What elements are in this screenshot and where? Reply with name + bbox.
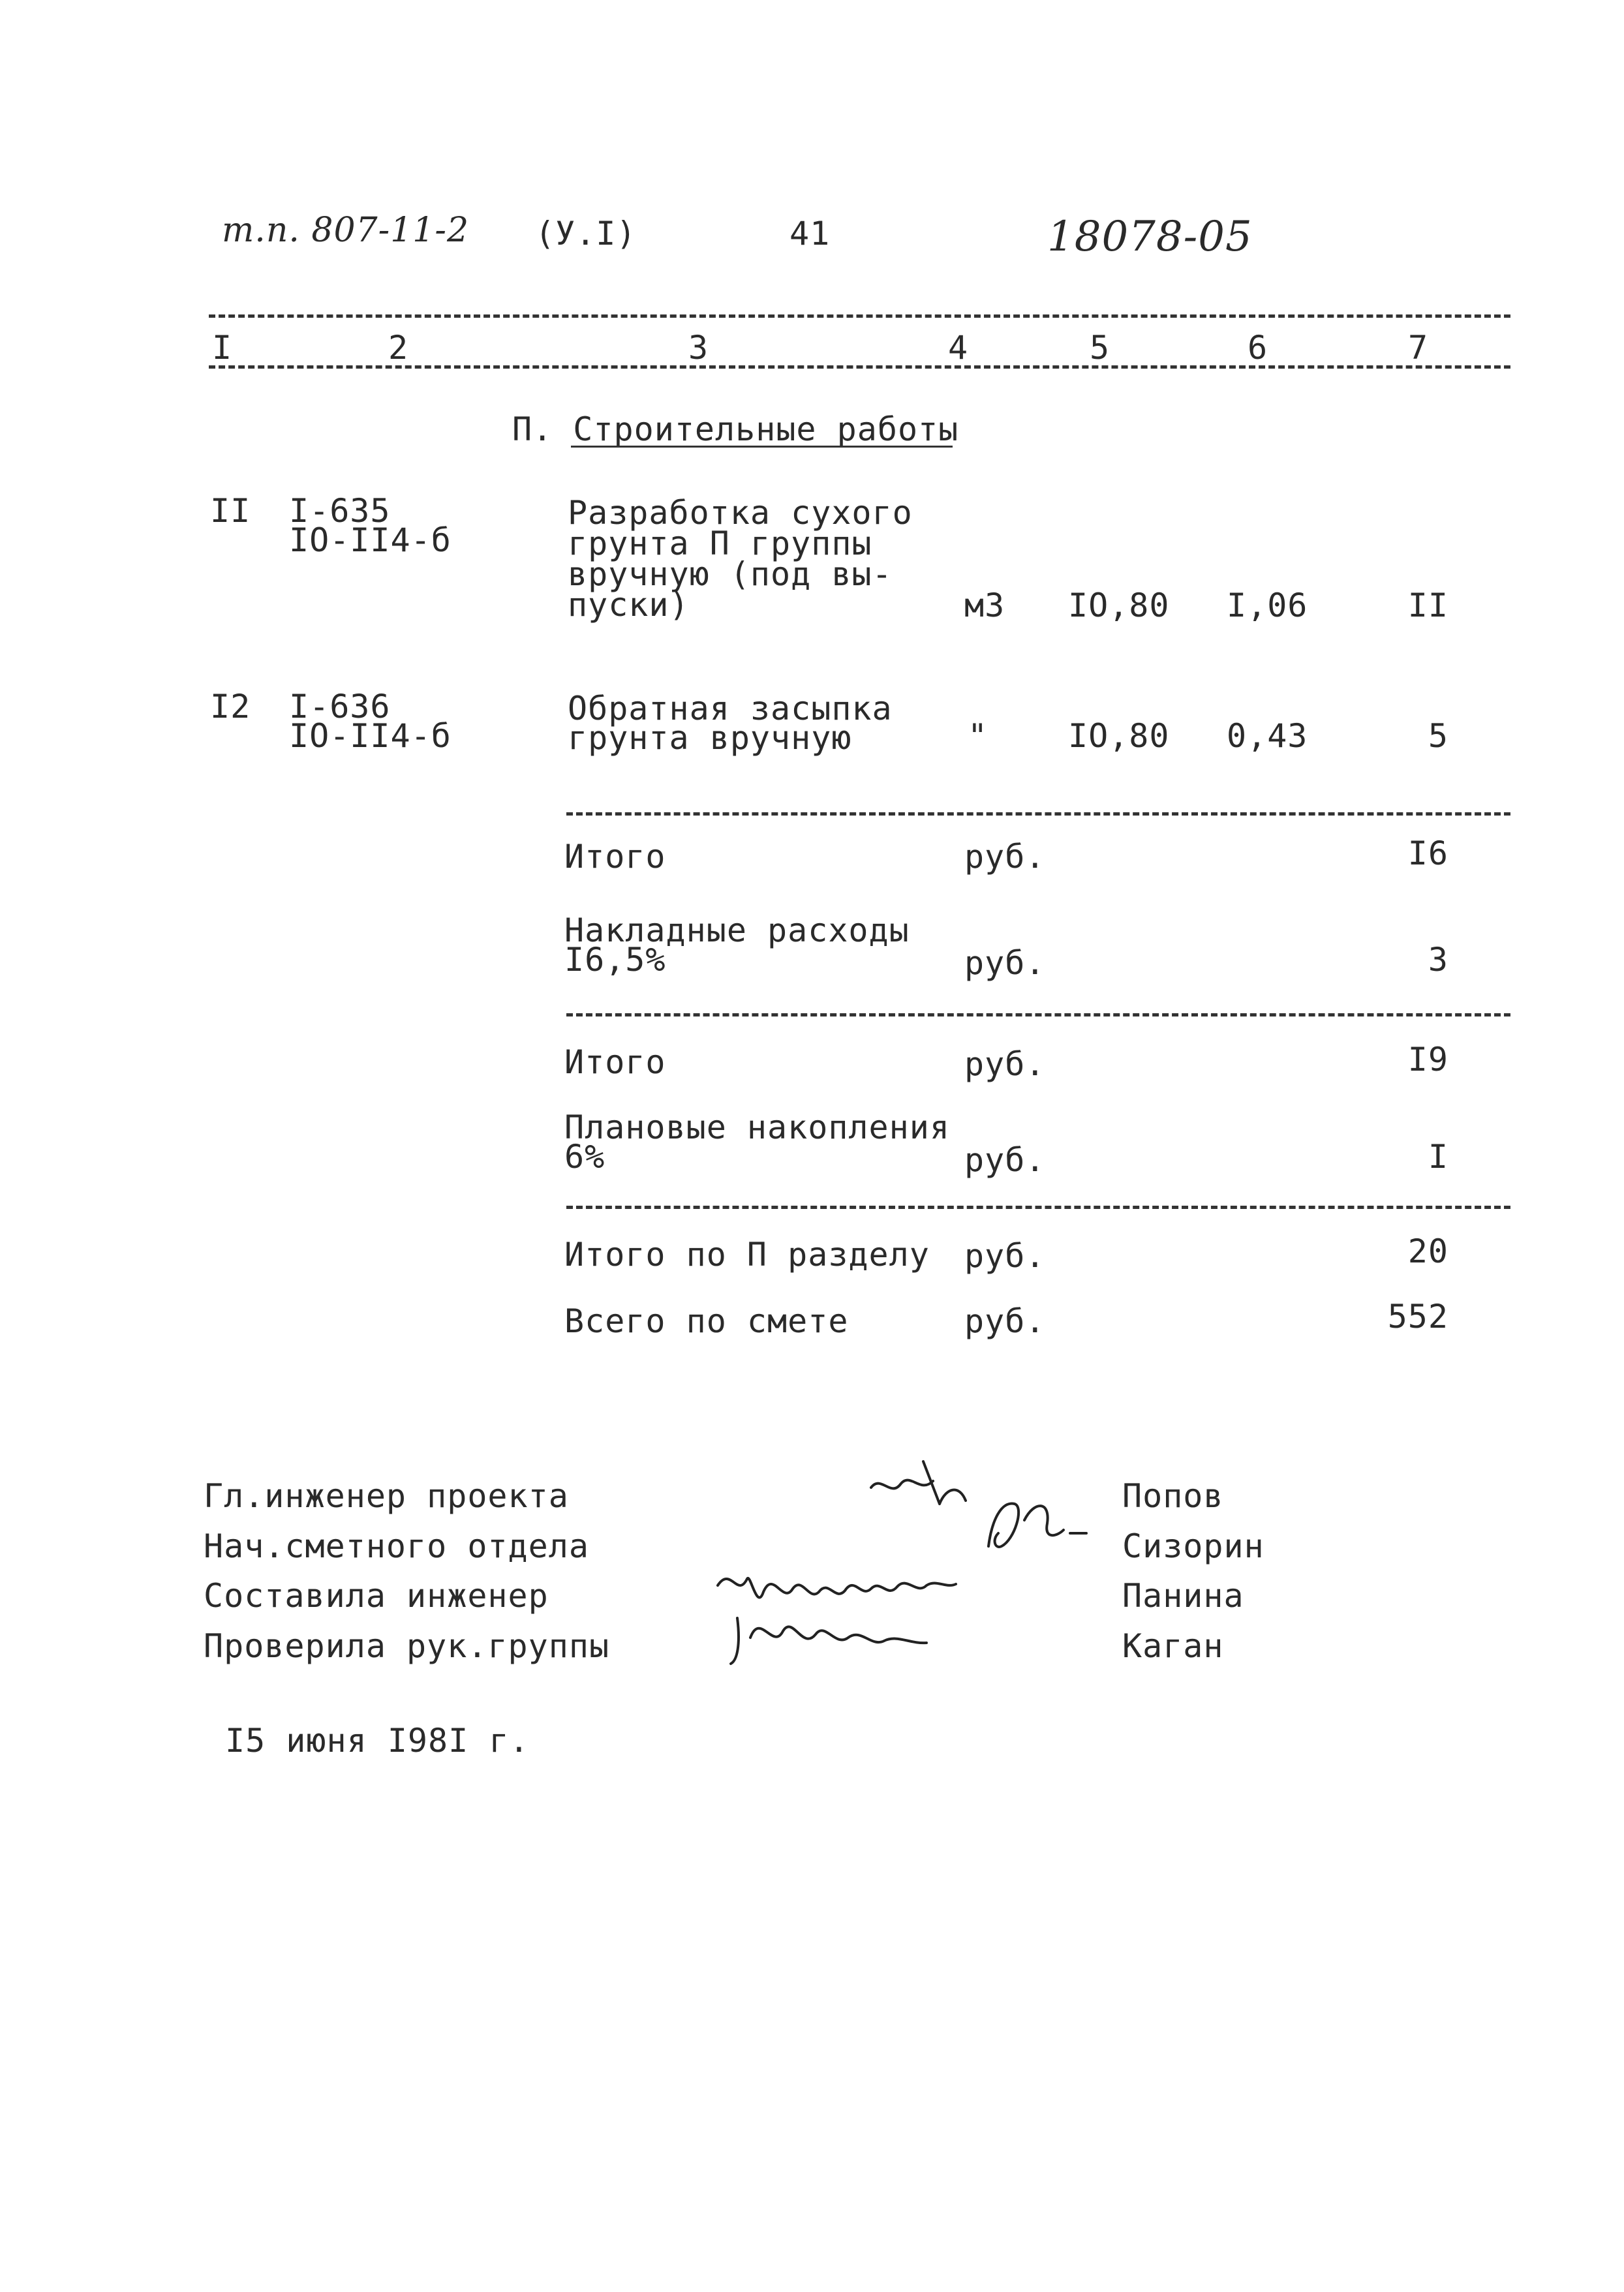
row-code-secondary: IO-II4-б	[289, 717, 452, 755]
row-description-line: грунта вручную	[568, 719, 852, 757]
row-code-primary: I-635	[289, 492, 391, 530]
archive-number: 18078-05	[1047, 213, 1253, 261]
document-date: I5 июня I98I г.	[225, 1722, 530, 1760]
column-number-7: 7	[1408, 329, 1429, 367]
row-unit-price: I,06	[1227, 587, 1308, 624]
column-number-4: 4	[948, 329, 969, 367]
row-total: 5	[1428, 717, 1448, 755]
summary-unit: руб.	[964, 1302, 1046, 1340]
row-unit: "	[968, 717, 988, 755]
section-title-text: П. Строительные работы	[512, 410, 959, 448]
column-header-bottom-rule	[209, 365, 1510, 369]
section-title-underline	[571, 446, 953, 448]
signatory-role: Проверила рук.группы	[204, 1627, 610, 1665]
row-total: II	[1407, 587, 1448, 624]
summary-rule	[566, 1013, 1510, 1016]
row-code-primary: I-636	[289, 688, 391, 726]
summary-value: I6	[1407, 834, 1448, 872]
column-number-1: I	[212, 329, 233, 367]
summary-rule	[566, 812, 1510, 816]
signatory-role: Гл.инженер проекта	[204, 1477, 569, 1515]
summary-unit: руб.	[964, 838, 1046, 876]
column-number-5: 5	[1090, 329, 1111, 367]
summary-unit: руб.	[964, 1237, 1046, 1275]
summary-value: 20	[1407, 1232, 1448, 1270]
summary-unit: руб.	[964, 1045, 1046, 1083]
row-number: II	[210, 492, 251, 530]
row-quantity: IO,80	[1068, 717, 1170, 755]
summary-unit: руб.	[964, 1141, 1046, 1179]
page-number: 41	[789, 215, 831, 252]
volume-label: (У.I)	[535, 215, 637, 252]
summary-label: Итого	[564, 1043, 666, 1081]
summary-label: Плановые накопления	[564, 1108, 950, 1146]
signatory-name: Каган	[1122, 1627, 1224, 1665]
summary-rule	[566, 1206, 1510, 1209]
column-number-6: 6	[1248, 329, 1268, 367]
summary-label: Всего по смете	[564, 1302, 849, 1340]
row-code-secondary: IO-II4-б	[289, 521, 452, 559]
summary-value: I9	[1407, 1041, 1448, 1078]
column-number-2: 2	[388, 329, 409, 367]
summary-label: Итого	[564, 838, 666, 876]
summary-value: I	[1428, 1138, 1448, 1176]
row-number: I2	[210, 688, 251, 726]
signatory-name: Панина	[1122, 1577, 1244, 1615]
summary-unit: руб.	[964, 944, 1046, 982]
signatory-name: Попов	[1122, 1477, 1224, 1515]
summary-value: 3	[1428, 941, 1448, 979]
row-description-line: грунта П группы	[568, 525, 872, 562]
summary-label-rate: 6%	[564, 1138, 605, 1176]
row-description-line: вручную (под вы-	[568, 555, 893, 593]
signatory-role: Нач.сметного отдела	[204, 1527, 589, 1565]
row-description-line: пуски)	[568, 586, 690, 624]
summary-label: Накладные расходы	[564, 911, 910, 949]
row-unit-price: 0,43	[1227, 717, 1308, 755]
section-title	[512, 411, 958, 448]
signatory-role: Составила инженер	[204, 1577, 549, 1615]
column-header-top-rule	[209, 314, 1510, 318]
doc-code: т.п. 807-11-2	[222, 211, 470, 250]
signatory-name: Сизорин	[1122, 1527, 1264, 1565]
row-description-line: Разработка сухого	[568, 494, 913, 532]
summary-label: Итого по П разделу	[564, 1236, 930, 1274]
row-unit: м3	[964, 587, 1005, 624]
column-number-3: 3	[688, 329, 709, 367]
handwritten-signature	[711, 1540, 985, 1670]
summary-value: 552	[1387, 1298, 1448, 1336]
row-description-line: Обратная засыпка	[568, 690, 893, 727]
summary-label-rate: I6,5%	[564, 941, 666, 979]
row-quantity: IO,80	[1068, 587, 1170, 624]
